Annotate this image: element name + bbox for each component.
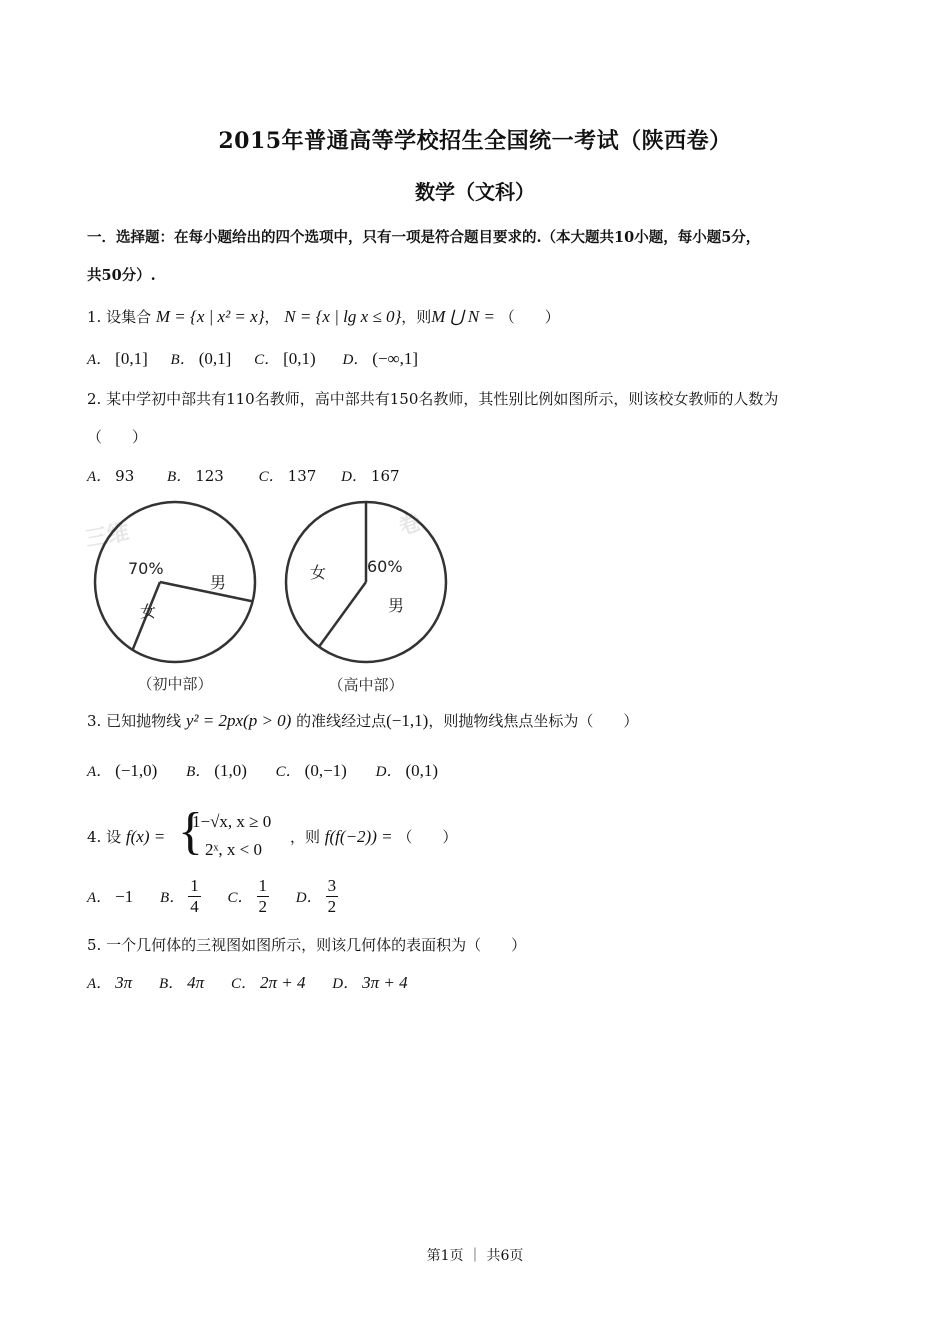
option-a[interactable]: A． (−1,0) [87,761,158,780]
question-3 [87,710,638,731]
pie-slice-boundary [160,582,253,601]
option-d[interactable]: D． 167 [341,467,400,485]
option-b[interactable]: B． (0,1] [170,349,232,368]
option-d[interactable]: D． 3π + 4 [332,973,408,992]
page-title: 2015年普通高等学校招生全国统一考试（陕西卷） [218,128,732,154]
option-b[interactable]: B． 4π [158,973,205,992]
piecewise-brace: { [178,803,203,860]
question-4-options [87,876,338,917]
question-5 [87,934,526,955]
set-n-expression: N = {x | lg x ≤ 0} [284,307,402,326]
pie-slice-label: 男 [210,573,227,592]
question-3-options [87,760,438,781]
option-a[interactable]: A． [0,1] [87,349,148,368]
option-c[interactable]: C． [0,1) [254,349,316,368]
question-1 [87,306,560,327]
question-text: 设 [106,828,122,846]
question-text: 一个几何体的三视图如图所示，则该几何体的表面积为 [106,936,467,954]
question-4-lead [87,826,165,847]
answer-blank: （ ） [466,936,527,954]
page-subtitle: 数学（文科） [415,180,535,204]
option-d[interactable]: D． (0,1) [375,761,439,780]
question-text: ，则抛物线焦点坐标为 [428,712,579,730]
composite-expression: f(f(−2)) = [324,827,393,846]
piecewise-case-1: 1−√x, x ≥ 0 [192,812,272,831]
option-b[interactable]: B． 123 [167,467,224,485]
watermark: 卷 [395,509,426,541]
separator: ， [264,308,280,326]
question-2 [87,388,778,409]
question-text: ，则 [401,308,432,326]
question-4-tail [290,826,457,847]
option-b[interactable]: B． (1,0) [186,761,247,780]
question-text: 设集合 [106,308,152,326]
option-d[interactable]: D． $\frac{3}{2}$ [295,876,337,916]
pie-caption: （高中部） [328,676,404,694]
pie-caption: （初中部） [137,675,213,693]
question-number: 1. [87,308,102,326]
pie-percent-label: 70% [128,559,164,578]
union-expression: M ⋃ N = [431,307,495,326]
option-c[interactable]: C． (0,−1) [275,761,347,780]
watermark: 三维 [83,520,132,553]
gender-ratio-pie-charts [80,492,470,702]
section-heading-line2: 共50分）. [87,267,156,284]
page-footer: 第1页 ｜ 共6页 [426,1248,524,1264]
question-text: 的准线经过点 [296,712,387,730]
option-c[interactable]: C． $\frac{1}{2}$ [227,876,268,916]
function-name: f(x) = [125,827,166,846]
option-c[interactable]: C． 137 [258,467,317,485]
answer-blank: （ ） [578,712,639,730]
section-heading-line1: 一．选择题：在每小题给出的四个选项中，只有一项是符合题目要求的.（本大题共10小题，每小题5分， [87,229,761,246]
question-number: 4. [87,828,102,846]
option-b[interactable]: B． $\frac{1}{4}$ [160,876,199,916]
question-text: 某中学初中部共有110名教师，高中部共有150名教师，其性别比例如图所示，则该校女教师的人数为 [106,390,779,408]
piecewise-case-2: 2ˣ, x < 0 [205,840,263,859]
pie-slice-label: 女 [310,563,327,582]
question-number: 3. [87,712,102,730]
option-a[interactable]: A． −1 [87,887,134,906]
question-2-options [87,465,400,486]
point-expression: (−1,1) [386,711,429,730]
question-text: 已知抛物线 [106,712,182,730]
option-c[interactable]: C． 2π + 4 [230,973,306,992]
question-text: ，则 [290,828,321,846]
question-number: 5. [87,936,102,954]
option-a[interactable]: A． 3π [87,973,133,992]
set-m-expression: M = {x | x² = x} [155,307,265,326]
answer-blank: （ ） [87,428,148,446]
pie-slice-label: 男 [388,596,405,615]
question-1-options [87,348,418,369]
option-a[interactable]: A． 93 [87,467,135,485]
question-number: 2. [87,390,102,408]
pie-slice-boundary [319,582,366,647]
answer-blank: （ ） [499,308,560,326]
option-d[interactable]: D． (−∞,1] [342,349,419,368]
parabola-equation: y² = 2px(p > 0) [185,711,292,730]
question-5-options [87,972,408,993]
pie-percent-label: 60% [367,557,403,576]
answer-blank: （ ） [397,828,458,846]
pie-outline [95,502,255,662]
pie-slice-label: 女 [140,602,157,621]
